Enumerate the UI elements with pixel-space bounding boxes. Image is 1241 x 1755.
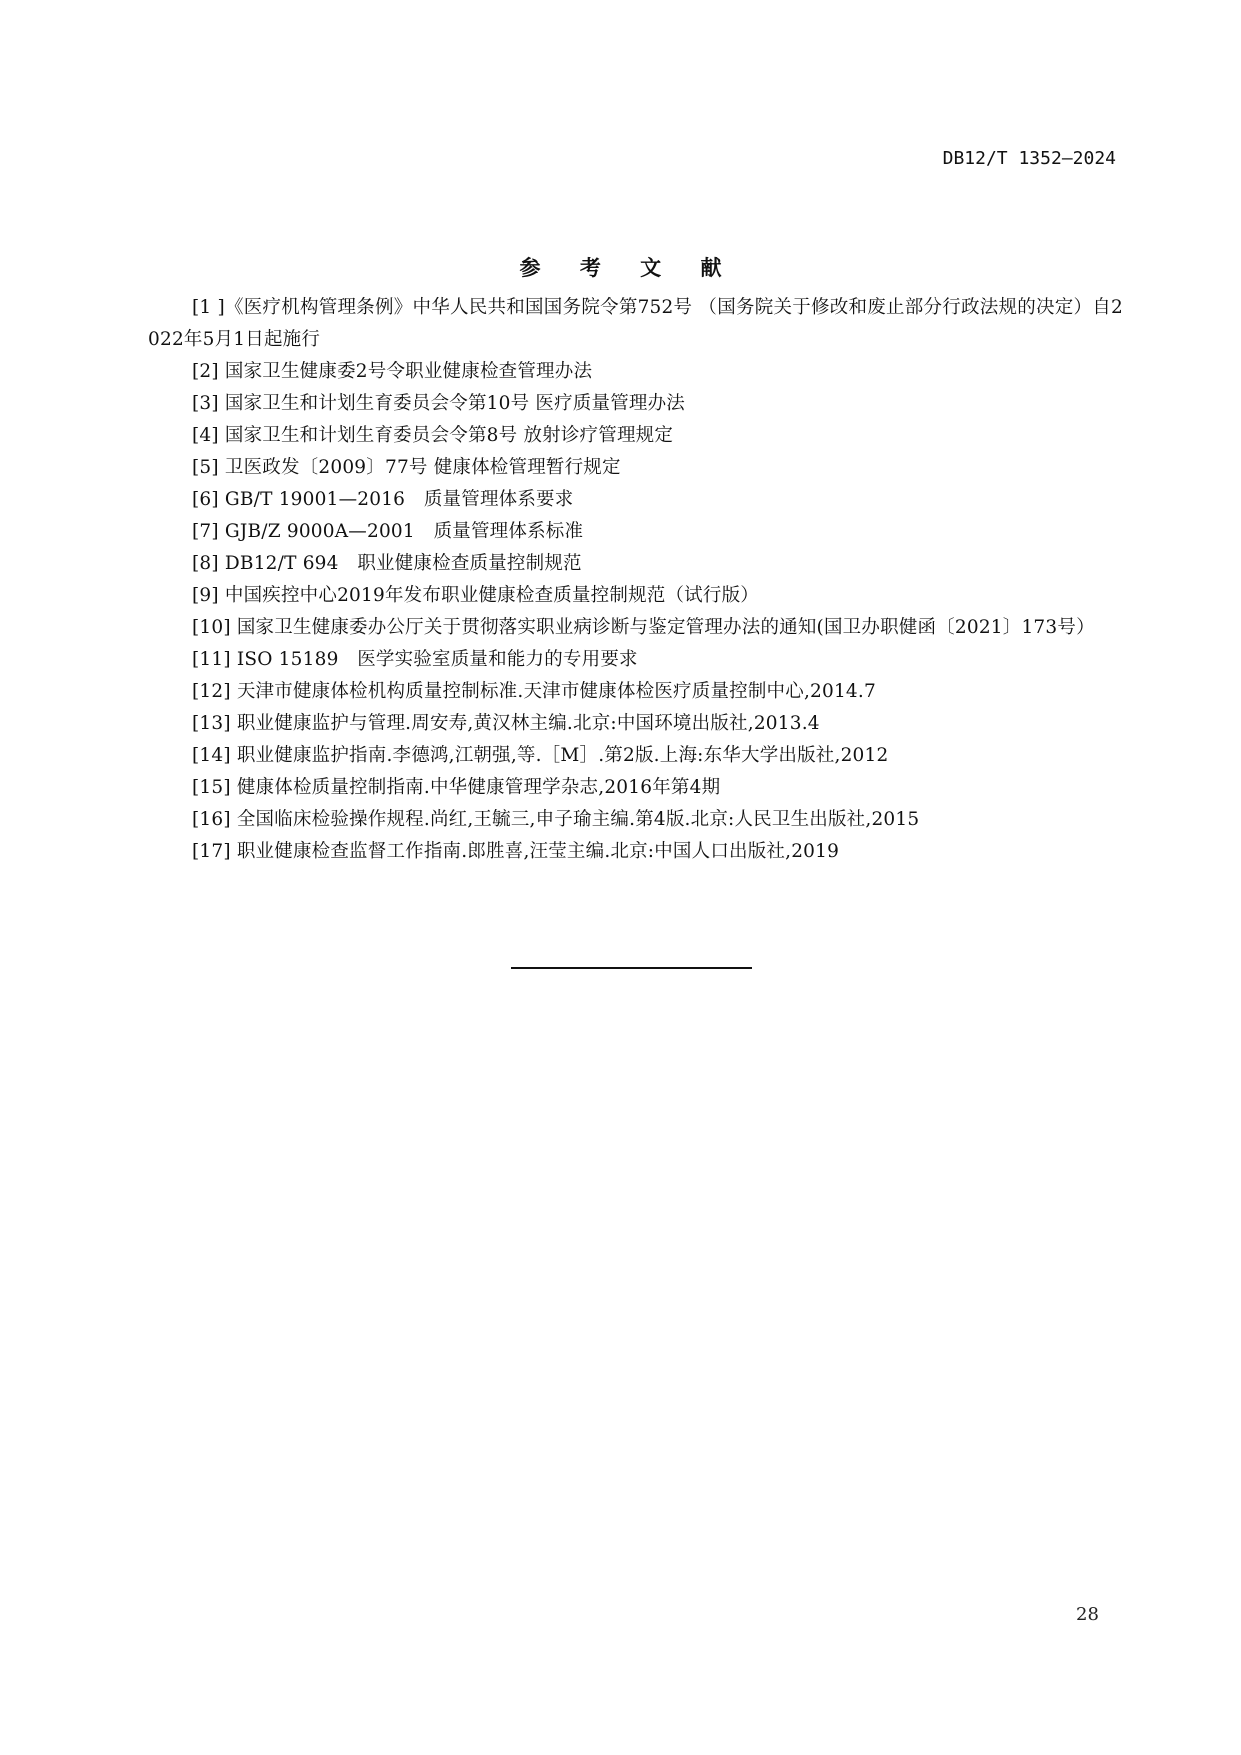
reference-item-14: [14] 职业健康监护指南.李德鸿,江朝强,等.［M］.第2版.上海:东华大学出版社,2012	[192, 745, 889, 766]
reference-item-13: [13] 职业健康监护与管理.周安寿,黄汉林主编.北京:中国环境出版社,2013.4	[192, 713, 820, 734]
reference-item-8: [8] DB12/T 694 职业健康检查质量控制规范	[192, 553, 582, 574]
reference-list	[148, 292, 1123, 868]
reference-item-5: [5] 卫医政发〔2009〕77号 健康体检管理暂行规定	[192, 457, 621, 478]
reference-item-16: [16] 全国临床检验操作规程.尚红,王毓三,申子瑜主编.第4版.北京:人民卫生出版社,2015	[192, 809, 920, 830]
reference-item-4: [4] 国家卫生和计划生育委员会令第8号 放射诊疗管理规定	[192, 425, 674, 446]
reference-item-9: [9] 中国疾控中心2019年发布职业健康检查质量控制规范（试行版）	[192, 585, 759, 606]
reference-item-7: [7] GJB/Z 9000A—2001 质量管理体系标准	[192, 521, 584, 542]
reference-item-12: [12] 天津市健康体检机构质量控制标准.天津市健康体检医疗质量控制中心,2014.7	[192, 681, 876, 702]
standard-code-header: DB12/T 1352—2024	[942, 148, 1116, 169]
references-title: 参 考 文 献	[519, 256, 738, 280]
reference-item-2: [2] 国家卫生健康委2号令职业健康检查管理办法	[192, 361, 593, 382]
reference-item-10: [10] 国家卫生健康委办公厅关于贯彻落实职业病诊断与鉴定管理办法的通知(国卫办职健函〔2021〕173号）	[192, 617, 1095, 638]
reference-item-15: [15] 健康体检质量控制指南.中华健康管理学杂志,2016年第4期	[192, 777, 721, 798]
reference-item-1: [1 ]《医疗机构管理条例》中华人民共和国国务院令第752号 （国务院关于修改和废止部分行政法规的决定）自2022年5月1日起施行	[148, 297, 1123, 350]
reference-item-6: [6] GB/T 19001—2016 质量管理体系要求	[192, 489, 574, 510]
page-number: 28	[1076, 1604, 1099, 1625]
reference-item-11: [11] ISO 15189 医学实验室质量和能力的专用要求	[192, 649, 638, 670]
reference-item-3: [3] 国家卫生和计划生育委员会令第10号 医疗质量管理办法	[192, 393, 686, 414]
reference-item-17: [17] 职业健康检查监督工作指南.郎胜喜,汪莹主编.北京:中国人口出版社,2019	[192, 841, 840, 862]
closing-rule-divider	[511, 967, 752, 969]
